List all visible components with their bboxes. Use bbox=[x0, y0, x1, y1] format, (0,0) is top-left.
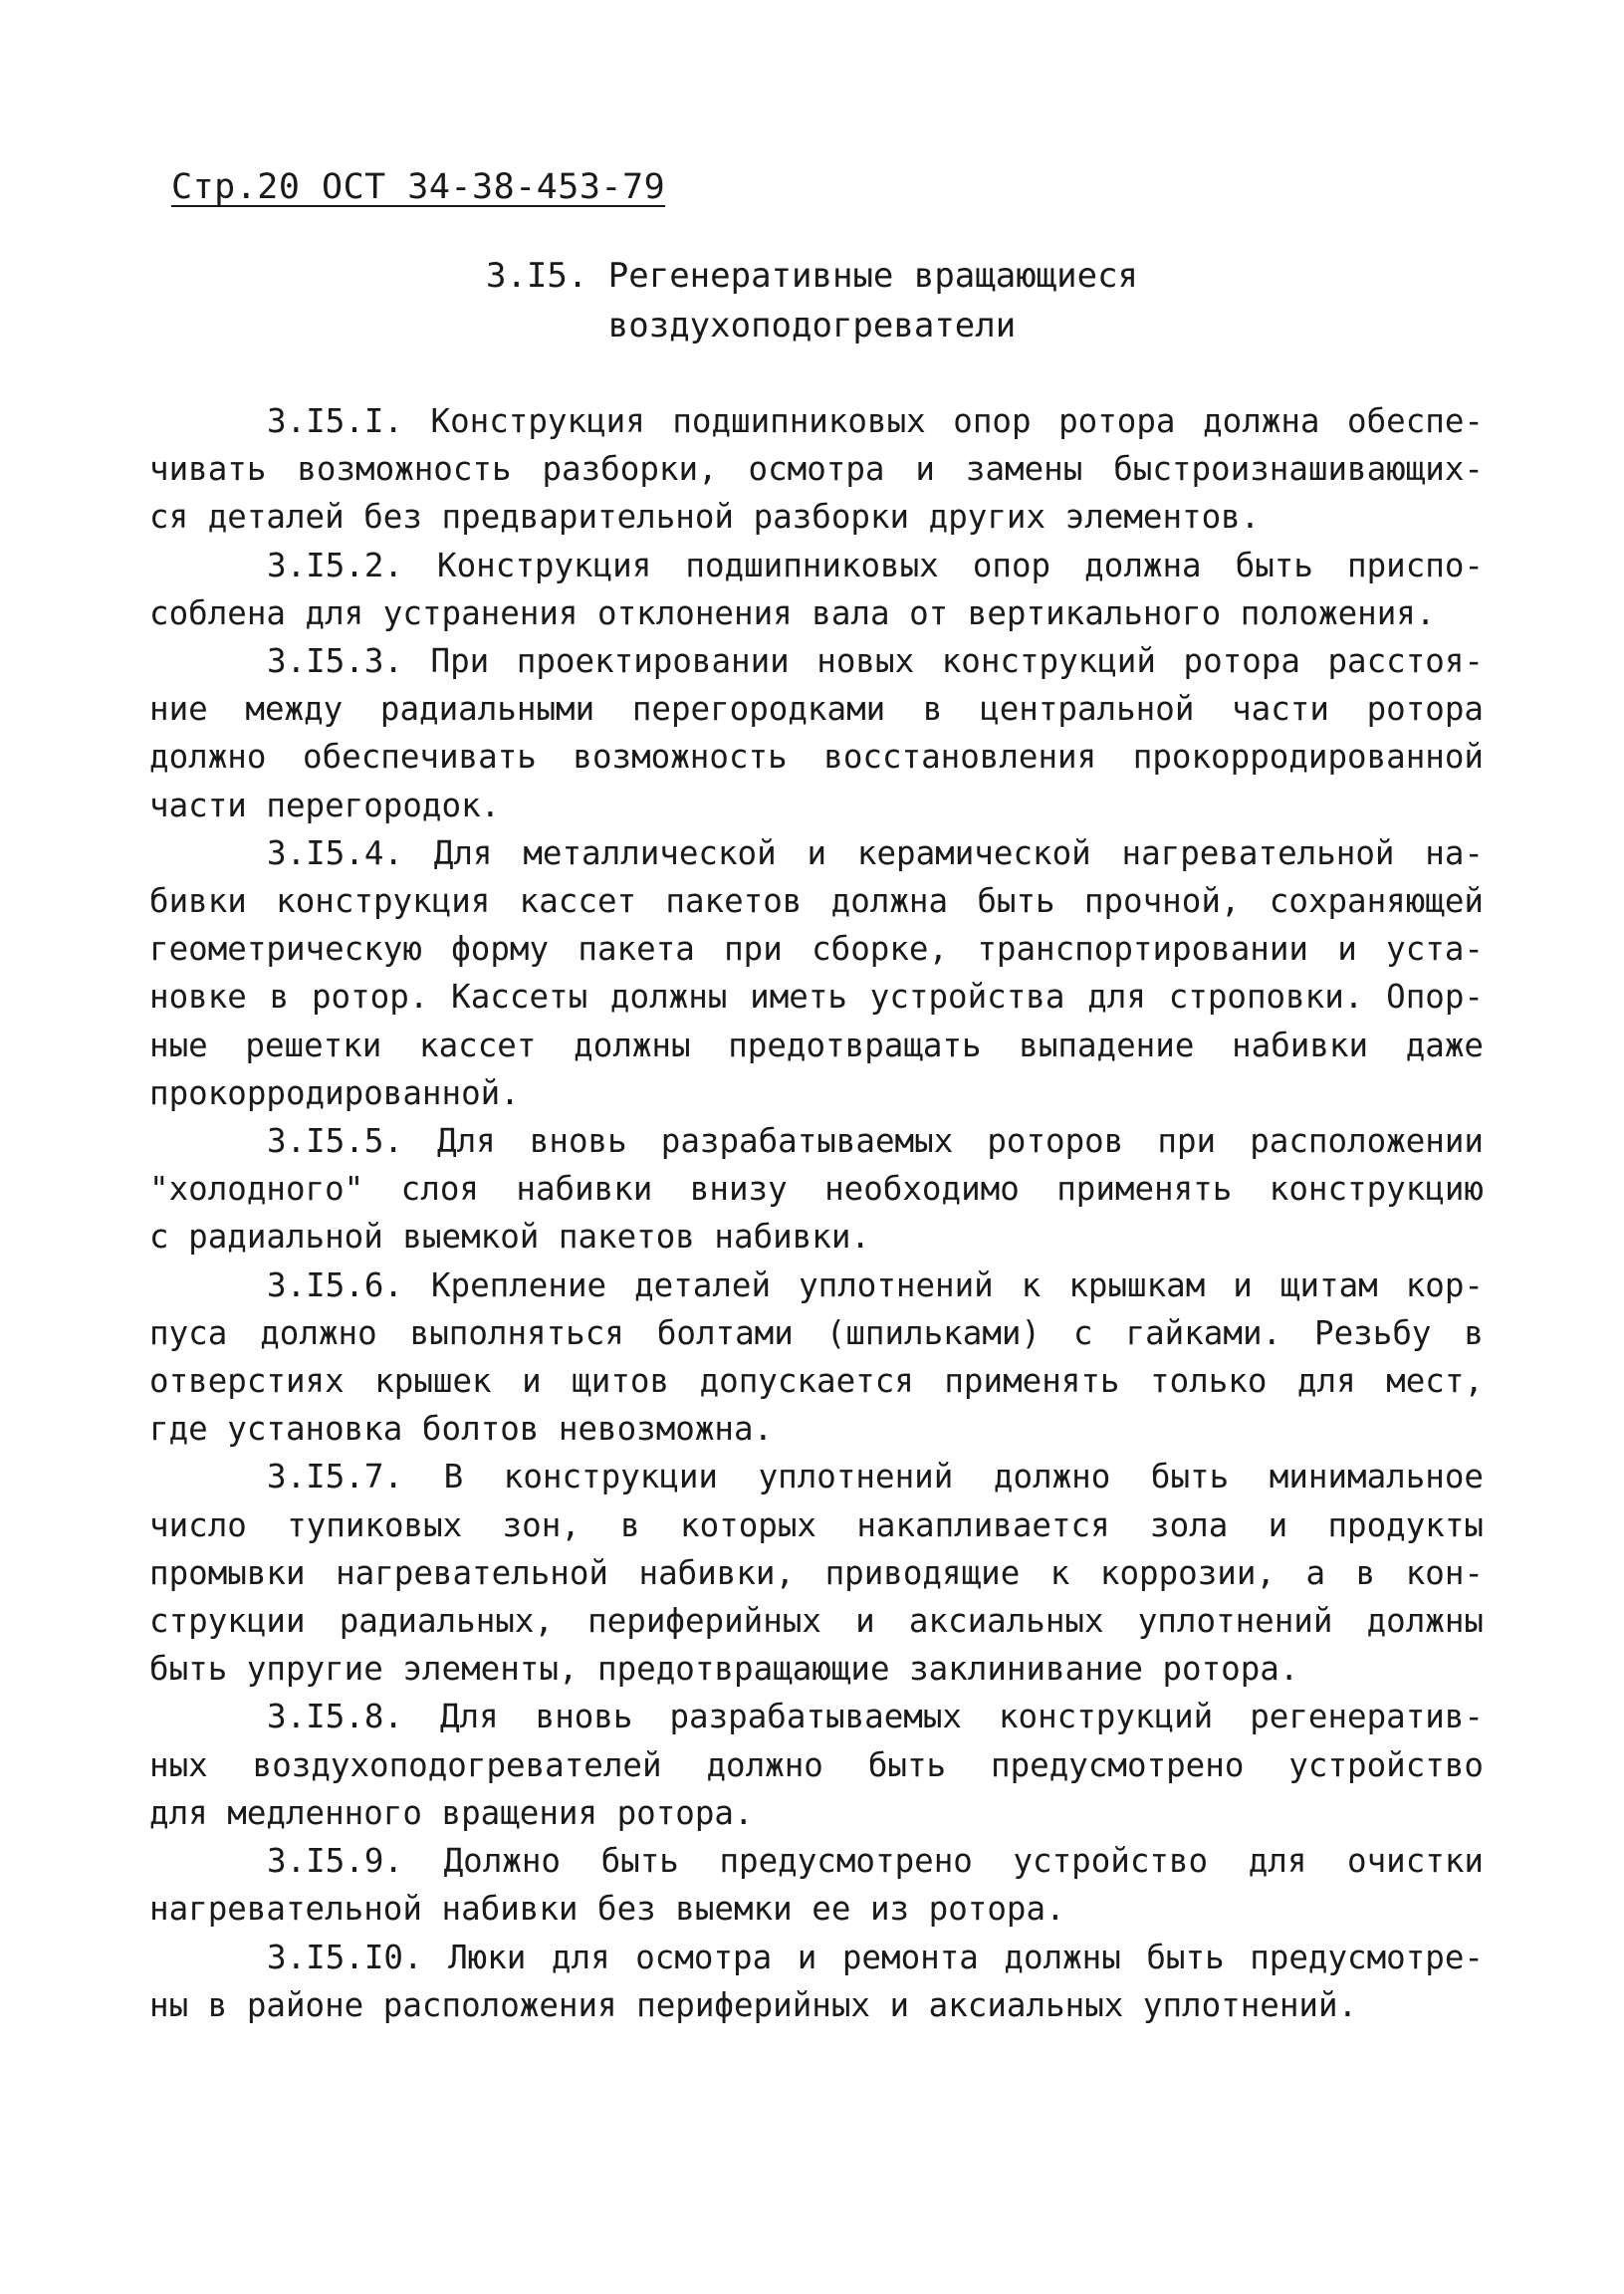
body-text bbox=[149, 397, 1484, 2029]
paragraph-3-15-9 bbox=[149, 1837, 1484, 1933]
text-line: 3.I5.I0. Люки для осмотра и ремонта должны быть предусмотре- bbox=[267, 1938, 1484, 1976]
text-line: 3.I5.I. Конструкция подшипниковых опор ротора должна обеспе- bbox=[267, 402, 1484, 440]
text-line: части перегородок. bbox=[149, 786, 501, 824]
paragraph-3-15-2 bbox=[149, 542, 1484, 637]
paragraph-3-15-10 bbox=[149, 1934, 1484, 2029]
section-title-line: 3.I5. Регенеративные вращающиеся bbox=[485, 256, 1139, 296]
paragraph-3-15-7 bbox=[149, 1453, 1484, 1693]
text-line: должно обеспечивать возможность восстановления прокорродированной bbox=[149, 738, 1484, 777]
text-line: 3.I5.2. Конструкция подшипниковых опор должна быть приспо- bbox=[267, 546, 1484, 584]
text-line: нагревательной набивки без выемки ее из ротора. bbox=[149, 1890, 1065, 1929]
text-line: 3.I5.4. Для металлической и керамической нагревательной на- bbox=[267, 833, 1484, 872]
text-line: струкции радиальных, периферийных и аксиальных уплотнений должны bbox=[149, 1602, 1484, 1641]
text-line: "холодного" слоя набивки внизу необходимо применять конструкцию bbox=[149, 1170, 1484, 1209]
paragraph-3-15-5 bbox=[149, 1117, 1484, 1262]
text-line: для медленного вращения ротора. bbox=[149, 1793, 754, 1832]
section-title bbox=[0, 251, 1624, 350]
text-line: 3.I5.6. Крепление деталей уплотнений к крышкам и щитам кор- bbox=[267, 1265, 1484, 1304]
text-line: где установка болтов невозможна. bbox=[149, 1410, 774, 1449]
paragraph-3-15-4 bbox=[149, 829, 1484, 1117]
text-line: 3.I5.3. При проектировании новых конструкций ротора расстоя- bbox=[267, 642, 1484, 681]
paragraph-3-15-8 bbox=[149, 1693, 1484, 1837]
text-line: прокорродированной. bbox=[149, 1073, 520, 1112]
text-line: бивки конструкция кассет пакетов должна быть прочной, сохраняющей bbox=[149, 882, 1484, 921]
text-line: 3.I5.5. Для вновь разрабатываемых роторов при расположении bbox=[267, 1122, 1484, 1161]
text-line: геометрическую форму пакета при сборке, транспортировании и уста- bbox=[149, 930, 1484, 969]
text-line: 3.I5.8. Для вновь разрабатываемых конструкций регенератив- bbox=[267, 1698, 1484, 1736]
paragraph-3-15-1 bbox=[149, 397, 1484, 542]
text-line: чивать возможность разборки, осмотра и замены быстроизнашивающих- bbox=[149, 450, 1484, 489]
text-line: отверстиях крышек и щитов допускается применять только для мест, bbox=[149, 1362, 1484, 1401]
text-line: промывки нагревательной набивки, приводящие к коррозии, а в кон- bbox=[149, 1553, 1484, 1592]
text-line: ние между радиальными перегородками в центральной части ротора bbox=[149, 690, 1484, 729]
text-line: быть упругие элементы, предотвращающие заклинивание ротора. bbox=[149, 1650, 1299, 1689]
text-line: 3.I5.7. В конструкции уплотнений должно быть минимальное bbox=[267, 1458, 1484, 1496]
text-line: ся деталей без предварительной разборки других элементов. bbox=[149, 498, 1261, 537]
text-line: ных воздухоподогревателей должно быть предусмотрено устройство bbox=[149, 1745, 1484, 1784]
text-line: ны в районе расположения периферийных и аксиальных уплотнений. bbox=[149, 1985, 1358, 2024]
text-line: ные решетки кассет должны предотвращать выпадение набивки даже bbox=[149, 1026, 1484, 1064]
paragraph-3-15-6 bbox=[149, 1262, 1484, 1454]
text-line: с радиальной выемкой пакетов набивки. bbox=[149, 1218, 870, 1257]
section-title-line: воздухоподогреватели bbox=[607, 306, 1017, 345]
text-line: 3.I5.9. Должно быть предусмотрено устройство для очистки bbox=[267, 1842, 1484, 1881]
text-line: соблена для устранения отклонения вала от вертикального положения. bbox=[149, 593, 1436, 632]
page-header-reference: Стр.20 ОСТ 34-38-453-79 bbox=[171, 167, 666, 207]
paragraph-3-15-3 bbox=[149, 637, 1484, 829]
text-line: пуса должно выполняться болтами (шпильками) с гайками. Резьбу в bbox=[149, 1313, 1484, 1352]
text-line: число тупиковых зон, в которых накапливается зола и продукты bbox=[149, 1505, 1484, 1544]
text-line: новке в ротор. Кассеты должны иметь устройства для строповки. Опор- bbox=[149, 978, 1484, 1017]
